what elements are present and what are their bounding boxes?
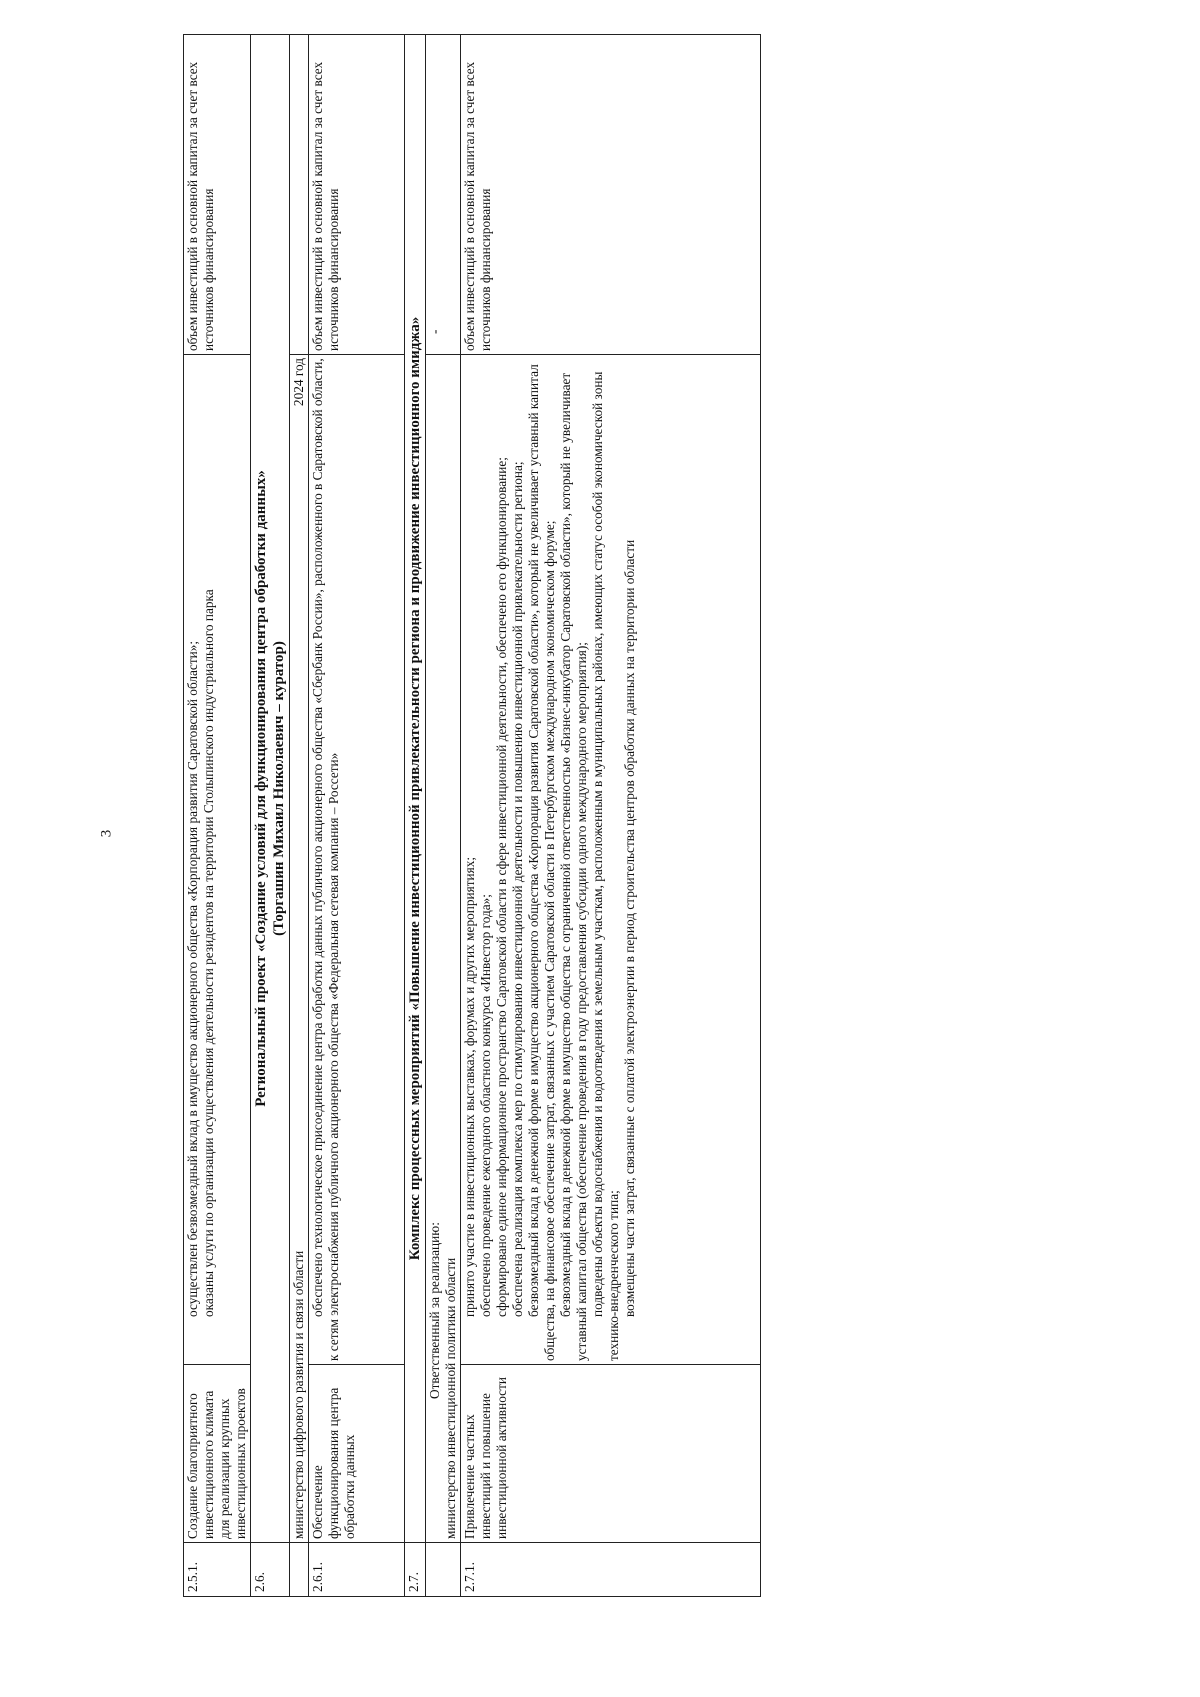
rotated-table-area <box>183 35 1008 1597</box>
task-cell: Обеспечение функционирования центра обработки данных <box>309 1365 405 1543</box>
result-item: сформировано единое информационное пространство Саратовской области в сфере инвестиционной деятельности, обеспечено его функционирование; <box>494 457 509 1317</box>
row-number: 2.6. <box>251 1543 290 1597</box>
result-item: возмещены части затрат, связанные с оплатой электроэнергии в период строительства центров обработки данных на территории области <box>622 539 637 1317</box>
table-row-2-6 <box>251 35 290 1597</box>
task-cell: Создание благоприятного инвестиционного климата для реализации крупных инвестиционных проектов <box>184 1365 251 1543</box>
indicator-cell: объем инвестиций в основной капитал за счет всех источников финансирования <box>309 35 405 355</box>
result-item: подведены объекты водоснабжения и водоотведения к земельным участкам, расположенным в муниципальных районах, имеющих статус особой экономической зоны технико-внедренческого типа; <box>590 371 621 1361</box>
responsible-cell <box>290 355 309 1543</box>
row-number: 2.5.1. <box>184 1543 251 1597</box>
section-title-cell: Комплекс процессных мероприятий «Повышение инвестиционной привлекательности региона и продвижение инвестиционного имиджа» <box>405 35 426 1543</box>
empty-cell <box>290 1543 309 1597</box>
empty-cell <box>426 1543 461 1597</box>
results-cell <box>184 355 251 1365</box>
task-cell: Привлечение частных инвестиций и повышение инвестиционной активности <box>461 1365 761 1543</box>
table-row-2-7-1 <box>461 35 761 1597</box>
project-title: Региональный проект «Создание условий для функционирования центра обработки данных» <box>253 470 269 1107</box>
project-year: 2024 год <box>291 358 306 407</box>
responsible-label: Ответственный за реализацию: <box>427 1222 442 1399</box>
result-item: безвозмездный вклад в денежной форме в имущество акционерного общества «Корпорация развития Саратовской области», который не увеличивает уставный капитал общества, на финансовое обеспечение затрат, связанных с участием Саратовской области в Петербургском международном экономическом форуме; <box>526 364 557 1361</box>
dash-mark: - <box>427 329 442 334</box>
table-row-responsible-2-6 <box>290 35 309 1597</box>
result-item: обеспечена реализация комплекса мер по стимулированию инвестиционной деятельности и повышению инвестиционной привлекательности региона; <box>510 461 525 1317</box>
row-number: 2.6.1. <box>309 1543 405 1597</box>
program-table <box>183 34 761 1597</box>
responsible-ministry: министерство инвестиционной политики области <box>443 1257 458 1539</box>
result-item: принято участие в инвестиционных выставках, форумах и других мероприятиях; <box>462 856 477 1317</box>
row-number: 2.7. <box>405 1543 426 1597</box>
result-item: обеспечено технологическое присоединение центра обработки данных публичного акционерного общества «Сбербанк России», расположенного в Саратовской области, к сетям электроснабжения публичного акционерного общества «Федеральная сетевая компания – Россети» <box>310 358 341 1361</box>
result-item: оказаны услуги по организации осуществления деятельности резидентов на территории Столыпинского индустриального парка <box>201 589 216 1317</box>
empty-cell <box>290 35 309 355</box>
result-item: безвозмездный вклад в денежной форме в имущество общества с ограниченной ответственностью «Бизнес-инкубатор Саратовской области», который не увеличивает уставный капитал общества (обеспечение проведения в году предоставления субсидии одного международного мероприятия); <box>558 372 589 1361</box>
project-curator: (Торгашин Михаил Николаевич – куратор) <box>271 641 287 936</box>
result-item: обеспечено проведение ежегодного областного конкурса «Инвестор года»; <box>478 894 493 1317</box>
table-row-responsible-2-7 <box>426 35 461 1597</box>
results-cell <box>461 355 761 1365</box>
table-row-2-5-1 <box>184 35 251 1597</box>
section-title-cell <box>251 35 290 1543</box>
result-item: осуществлен безвозмездный вклад в имущество акционерного общества «Корпорация развития Саратовской области»; <box>185 640 200 1317</box>
indicator-cell: объем инвестиций в основной капитал за счет всех источников финансирования <box>184 35 251 355</box>
indicator-cell: объем инвестиций в основной капитал за счет всех источников финансирования <box>461 35 761 355</box>
dash-cell <box>426 35 461 355</box>
page-number: 3 <box>98 829 115 838</box>
row-number: 2.7.1. <box>461 1543 761 1597</box>
responsible-ministry: министерство цифрового развития и связи области <box>291 1250 306 1539</box>
table-row-2-6-1 <box>309 35 405 1597</box>
table-row-2-7 <box>405 35 426 1597</box>
responsible-cell <box>426 355 461 1543</box>
results-cell <box>309 355 405 1365</box>
